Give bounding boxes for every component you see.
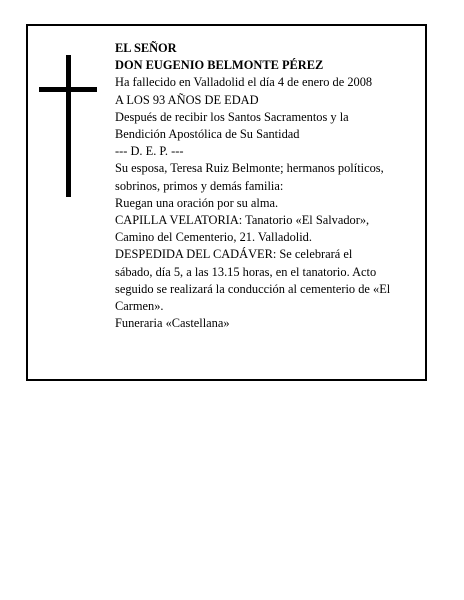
farewell-line-3: seguido se realizará la conducción al cementerio de «El [115, 281, 391, 296]
sacraments-line-1: Después de recibir los Santos Sacramentos y la [115, 109, 349, 124]
cross-icon [39, 55, 97, 197]
prayer-line: Ruegan una oración por su alma. [115, 195, 279, 210]
farewell-line-1: DESPEDIDA DEL CADÁVER: Se celebrará el [115, 247, 353, 262]
family-line-2: sobrinos, primos y demás familia: [115, 178, 284, 193]
sacraments-line-2: Bendición Apostólica de Su Santidad [115, 127, 300, 142]
funeral-home: Funeraria «Castellana» [115, 316, 230, 331]
rip-line: --- D. E. P. --- [115, 144, 184, 159]
deceased-name: DON EUGENIO BELMONTE PÉREZ [115, 58, 324, 73]
deceased-title: EL SEÑOR [115, 41, 177, 55]
cross-horizontal-bar [39, 87, 97, 92]
cross-vertical-bar [66, 55, 71, 197]
family-line-1: Su esposa, Teresa Ruiz Belmonte; hermanos políticos, [115, 161, 384, 176]
obituary-notice [26, 24, 427, 381]
age-statement: A LOS 93 AÑOS DE EDAD [115, 92, 259, 107]
farewell-line-2: sábado, día 5, a las 13.15 horas, en el tanatorio. Acto [115, 264, 377, 279]
chapel-line-2: Camino del Cementerio, 21. Valladolid. [115, 230, 312, 245]
obituary-text [115, 40, 419, 332]
farewell-line-4: Carmen». [115, 299, 164, 314]
death-statement: Ha fallecido en Valladolid el día 4 de enero de 2008 [115, 75, 373, 90]
chapel-line-1: CAPILLA VELATORIA: Tanatorio «El Salvador», [115, 213, 370, 228]
